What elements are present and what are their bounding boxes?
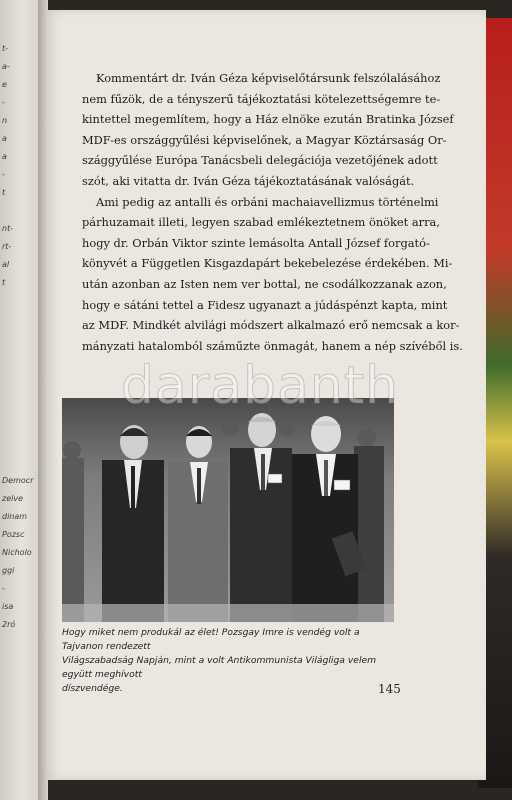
previous-page-fragment: a <box>2 152 7 161</box>
previous-page-fragment: a- <box>2 62 10 71</box>
previous-page-fragment: 2ró <box>2 620 16 629</box>
previous-page-fragment: Pozsc <box>2 530 25 539</box>
previous-page-fragment: nt- <box>2 224 14 233</box>
photo-caption <box>62 626 396 696</box>
previous-page-fragment: ggi <box>2 566 15 575</box>
previous-page-fragment: t- <box>2 44 9 53</box>
previous-page-fragment: e <box>2 80 7 89</box>
text-line: után azonban az Isten nem ver bottal, ne csodálkozzanak azon, <box>82 276 447 291</box>
previous-page-fragment: t <box>2 278 6 287</box>
previous-page-fragment <box>2 418 38 436</box>
previous-page-fragment: dinam <box>2 512 28 521</box>
text-line: könyvét a Független Kisgazdapárt bekebelezése érdekében. Mi- <box>82 256 453 271</box>
previous-page-text-fragments <box>2 40 38 634</box>
previous-page-fragment <box>2 346 38 364</box>
paragraph-2 <box>82 192 463 357</box>
watermark: darabanth <box>120 356 400 416</box>
text-line: az MDF. Mindkét alvilági módszert alkalmazó erő nemcsak a kor- <box>82 318 460 333</box>
previous-page-fragment <box>2 436 38 454</box>
caption-line: díszvendége. <box>62 683 123 694</box>
text-line: párhuzamait illeti, legyen szabad emlékeztetnem önöket arra, <box>82 215 440 230</box>
previous-page-fragment <box>2 292 38 310</box>
page-number: 145 <box>378 682 401 696</box>
body-text <box>82 68 463 356</box>
previous-page-fragment: - <box>2 584 5 593</box>
previous-page-fragment: t <box>2 188 6 197</box>
text-line: kintettel megemlítem, hogy a Ház elnöke ezután Bratinka József <box>82 112 454 127</box>
text-line: szággyűlése Európa Tanácsbeli delegációja vezetőjének adott <box>82 153 438 168</box>
text-line: nem fűzök, de a tényszerű tájékoztatási kötelezettségemre te- <box>82 91 441 106</box>
previous-page-fragment <box>2 400 38 418</box>
previous-page-fragment: - <box>2 170 5 179</box>
text-line: Kommentárt dr. Iván Géza képviselőtársunk felszólalásához <box>96 71 441 85</box>
previous-page-fragment <box>2 364 38 382</box>
previous-page-fragment: rt- <box>2 242 12 251</box>
text-line: MDF-es országgyűlési képviselőnek, a Magyar Köztársaság Or- <box>82 132 447 147</box>
caption-line: Világszabadság Napján, mint a volt Antikommunista Világliga velem együtt meghívott <box>62 655 377 680</box>
previous-page-fragment: zelve <box>2 494 23 503</box>
previous-page-fragment: Nicholo <box>2 548 32 557</box>
caption-line: Hogy miket nem produkál az élet! Pozsgay Imre is vendég volt a Tajvanon rendezett <box>62 627 360 652</box>
text-line: mányzati hatalomból száműzte önmagát, hanem a nép szívéből is. <box>82 338 463 353</box>
previous-page-edge <box>0 0 40 800</box>
text-line: szót, aki vitatta dr. Iván Géza tájékoztatásának valóságát. <box>82 173 415 188</box>
previous-page-fragment <box>2 382 38 400</box>
previous-page-fragment: n <box>2 116 8 125</box>
previous-page-fragment: isa <box>2 602 14 611</box>
text-line: Ami pedig az antalli és orbáni machaiavellizmus történelmi <box>96 194 439 209</box>
previous-page-fragment: a <box>2 134 7 143</box>
text-line: hogy dr. Orbán Viktor szinte lemásolta Antall József forgató- <box>82 235 430 250</box>
previous-page-fragment <box>2 202 38 220</box>
previous-page-fragment: Democr <box>2 476 34 485</box>
previous-page-fragment <box>2 328 38 346</box>
previous-page-fragment <box>2 310 38 328</box>
paragraph-1 <box>82 68 454 192</box>
group-photo <box>62 398 394 622</box>
previous-page-fragment <box>2 454 38 472</box>
text-line: hogy e sátáni tettel a Fidesz ugyanazt a júdáspénzt kapta, mint <box>82 297 448 312</box>
previous-page-fragment: - <box>2 98 5 107</box>
previous-page-fragment: al <box>2 260 10 269</box>
